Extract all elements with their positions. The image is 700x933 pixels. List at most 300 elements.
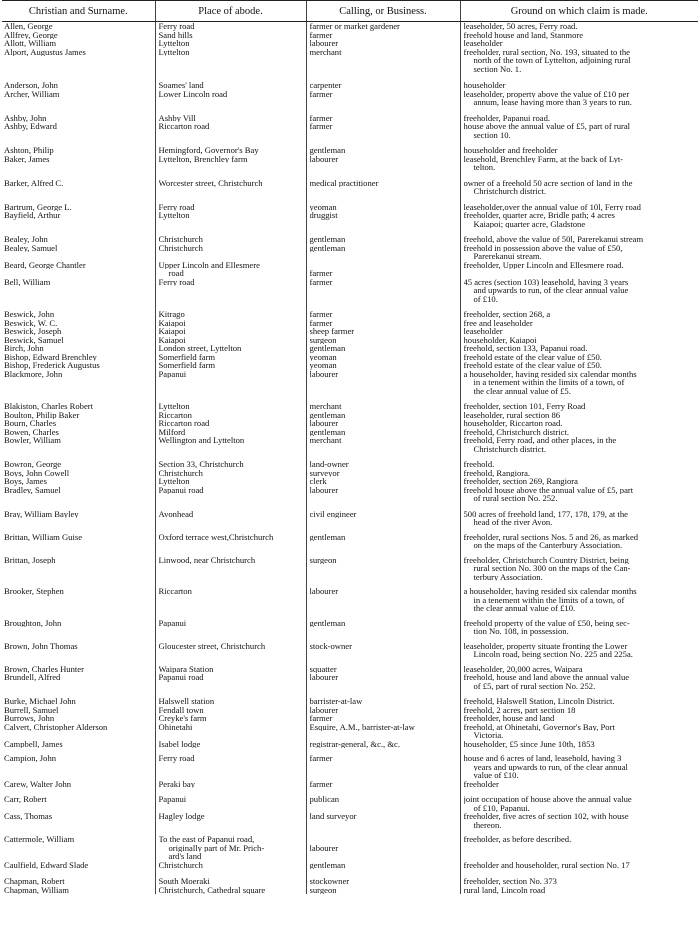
entry-abode-line: Fendall town	[158, 705, 204, 714]
cell-abode	[155, 503, 306, 527]
table-row	[2, 344, 698, 353]
table-row	[2, 22, 698, 31]
entry-abode-line: Papanui road	[158, 673, 204, 682]
entry-ground-line: of £10, Papanui.	[473, 803, 530, 812]
entry-ground-line: freehold.	[463, 460, 495, 469]
entry-name: Brown, Charles Hunter	[4, 664, 84, 673]
entry-abode-line: Papanui	[158, 369, 187, 378]
cell-name	[2, 723, 155, 740]
cell-ground	[460, 39, 698, 48]
entry-calling: labourer	[309, 587, 339, 596]
table-row	[2, 107, 698, 123]
table-row	[2, 319, 698, 328]
entry-calling: squatter	[309, 664, 337, 673]
cell-name	[2, 780, 155, 789]
cell-name	[2, 581, 155, 613]
table-row	[2, 196, 698, 212]
entry-calling: labourer	[309, 369, 339, 378]
table-row	[2, 550, 698, 582]
entry-ground-line: terbury Association.	[473, 572, 543, 581]
table-row	[2, 469, 698, 478]
cell-calling	[306, 261, 460, 278]
entry-calling: medical practitioner	[309, 178, 379, 187]
cell-abode	[155, 319, 306, 328]
entry-calling: Esquire, A.M., barrister-at-law	[309, 722, 415, 731]
cell-name	[2, 869, 155, 886]
cell-name	[2, 31, 155, 40]
entry-abode-line: Milford	[158, 427, 186, 436]
cell-name	[2, 211, 155, 228]
entry-abode-line: Soames' land	[158, 81, 204, 90]
cell-abode	[155, 196, 306, 212]
entry-ground-line: tion No. 108, in possession.	[473, 627, 569, 636]
cell-calling	[306, 477, 460, 486]
entry-ground-line: freeholder, Papanui road.	[463, 113, 551, 122]
cell-calling	[306, 211, 460, 228]
entry-ground-line: Lincoln road, being section No. 225 and 225a.	[473, 650, 633, 659]
entry-calling: clerk	[309, 477, 327, 486]
cell-calling	[306, 428, 460, 437]
entry-name: Birch, John	[4, 344, 44, 353]
cell-calling	[306, 812, 460, 829]
cell-ground	[460, 411, 698, 420]
cell-name	[2, 469, 155, 478]
cell-name	[2, 503, 155, 527]
entry-ground-line: freehold estate of the clear value of £50.	[463, 352, 602, 361]
cell-calling	[306, 319, 460, 328]
entry-name: Bradley, Samuel	[4, 485, 61, 494]
cell-calling	[306, 613, 460, 636]
cell-name	[2, 278, 155, 304]
entry-abode-line: Christchurch, Cathedral square	[158, 885, 266, 894]
header-name: Christian and Surname.	[2, 1, 155, 22]
entry-name: Baker, James	[4, 154, 50, 163]
entry-abode-line: Kaiapoi	[158, 318, 186, 327]
entry-ground-line: leasehold, Brenchley Farm, at the back of Lyt-	[463, 154, 624, 163]
entry-calling: surveyor	[309, 468, 340, 477]
cell-abode	[155, 172, 306, 196]
entry-ground-line: rural land, Lincoln road	[463, 885, 546, 894]
cell-name	[2, 73, 155, 90]
entry-calling: labourer	[309, 673, 339, 682]
table-row	[2, 748, 698, 780]
table-row	[2, 788, 698, 812]
cell-abode	[155, 211, 306, 228]
cell-name	[2, 303, 155, 319]
entry-ground-line: leaseholder, property situate fronting the Lower	[463, 641, 628, 650]
entry-ground-line: freehold house above the annual value of £5, part	[463, 485, 634, 494]
entry-abode-line: Lyttelton	[158, 39, 190, 48]
entry-ground-line: on the maps of the Canterbury Association.	[473, 541, 623, 550]
entry-abode-line: Oxford terrace west,Christchurch	[158, 532, 274, 541]
cell-abode	[155, 673, 306, 690]
entry-abode-line: Waipara Station	[158, 664, 214, 673]
cell-ground	[460, 550, 698, 582]
entry-name: Boys, John Cowell	[4, 468, 70, 477]
cell-calling	[306, 344, 460, 353]
entry-name: Archer, William	[4, 89, 60, 98]
cell-calling	[306, 73, 460, 90]
entry-calling: gentleman	[309, 860, 346, 869]
cell-name	[2, 486, 155, 503]
cell-name	[2, 261, 155, 278]
cell-ground	[460, 780, 698, 789]
entry-name: Carr, Robert	[4, 795, 47, 804]
entry-ground-line: house above the annual value of £5, part of rural	[463, 122, 631, 131]
table-row	[2, 740, 698, 749]
table-row	[2, 581, 698, 613]
entry-abode-line: Lower Lincoln road	[158, 89, 228, 98]
table-row	[2, 411, 698, 420]
entry-name: Bayfield, Arthur	[4, 211, 61, 220]
entry-name: Campbell, James	[4, 739, 63, 748]
entry-ground-line: leaseholder	[463, 39, 503, 48]
entry-calling: merchant	[309, 402, 342, 411]
cell-abode	[155, 469, 306, 478]
cell-name	[2, 673, 155, 690]
cell-abode	[155, 370, 306, 396]
entry-name: Anderson, John	[4, 81, 58, 90]
entry-calling: stock-owner	[309, 641, 352, 650]
table-row	[2, 812, 698, 829]
entry-calling: farmer	[309, 122, 333, 131]
entry-abode-line: Avonhead	[158, 509, 194, 518]
cell-calling	[306, 419, 460, 428]
cell-abode	[155, 659, 306, 674]
entry-abode-line: Creyke's farm	[158, 714, 207, 723]
table-row	[2, 261, 698, 278]
cell-abode	[155, 22, 306, 31]
cell-name	[2, 122, 155, 139]
entry-abode-line: Riccarton road	[158, 122, 210, 131]
table-row	[2, 172, 698, 196]
cell-abode	[155, 419, 306, 428]
entry-name: Caulfield, Edward Slade	[4, 860, 89, 869]
cell-abode	[155, 107, 306, 123]
entry-ground-line: freehold, 2 acres, part section 18	[463, 705, 576, 714]
cell-ground	[460, 469, 698, 478]
cell-ground	[460, 22, 698, 31]
cell-ground	[460, 73, 698, 90]
entry-ground-line: head of the river Avon.	[473, 518, 553, 527]
table-row	[2, 486, 698, 503]
cell-abode	[155, 550, 306, 582]
entry-ground-line: freeholder, house and land	[463, 714, 555, 723]
cell-calling	[306, 31, 460, 40]
table-row	[2, 503, 698, 527]
entry-calling: surgeon	[309, 555, 337, 564]
entry-ground-line: years and upwards to run, of the clear annual	[473, 762, 628, 771]
table-row	[2, 303, 698, 319]
entry-ground-line: 45 acres (section 103) leasehold, having 3 years	[463, 277, 629, 286]
entry-name: Calvert, Christopher Alderson	[4, 722, 108, 731]
cell-calling	[306, 723, 460, 740]
cell-abode	[155, 353, 306, 362]
entry-ground-line: the clear annual value of £5.	[473, 386, 571, 395]
entry-ground-line: freeholder, section 268, a	[463, 310, 551, 319]
table-row	[2, 211, 698, 228]
cell-ground	[460, 278, 698, 304]
table-row	[2, 453, 698, 469]
cell-ground	[460, 395, 698, 411]
cell-abode	[155, 486, 306, 503]
entry-name: Bartrum, George L.	[4, 202, 72, 211]
entry-ground-line: freehold in possession above the value of £50,	[463, 243, 623, 252]
entry-abode-line: Riccarton road	[158, 419, 210, 428]
entry-calling: farmer	[309, 113, 333, 122]
entry-name: Broughton, John	[4, 618, 62, 627]
entry-name: Allfrey, George	[4, 30, 58, 39]
entry-ground-line: of £5, part of rural section No. 252.	[473, 681, 596, 690]
table-row	[2, 706, 698, 715]
entry-abode-line: Hagley lodge	[158, 812, 205, 821]
entry-ground-line: freeholder, Christchurch Country District, being	[463, 555, 629, 564]
entry-name: Burke, Michael John	[4, 697, 76, 706]
cell-name	[2, 690, 155, 706]
cell-ground	[460, 636, 698, 659]
cell-name	[2, 228, 155, 244]
table-row	[2, 659, 698, 674]
table-row	[2, 428, 698, 437]
cell-calling	[306, 673, 460, 690]
cell-name	[2, 244, 155, 261]
entry-ground-line: the clear annual value of £10.	[473, 604, 576, 613]
entry-ground-line: Victoria.	[473, 731, 504, 740]
table-row	[2, 90, 698, 107]
entry-ground-line: a householder, having resided six calendar months	[463, 587, 637, 596]
entry-ground-line: and upwards to run, of the clear annual value	[473, 286, 629, 295]
entry-calling: merchant	[309, 47, 342, 56]
entry-calling: farmer	[309, 89, 333, 98]
cell-abode	[155, 303, 306, 319]
cell-ground	[460, 419, 698, 428]
entry-calling: labourer	[309, 39, 339, 48]
entry-calling: merchant	[309, 436, 342, 445]
cell-abode	[155, 90, 306, 107]
table-row	[2, 370, 698, 396]
entry-name: Allott, William	[4, 39, 57, 48]
entry-abode-line: To the east of Papanui road,	[158, 835, 255, 844]
entry-ground-line: freehold, above the value of 50l, Parerekanui stream	[463, 235, 644, 244]
entry-ground-line: Christchurch district.	[473, 187, 547, 196]
cell-name	[2, 477, 155, 486]
entry-ground-line: freehold, section 133, Papanui road.	[463, 344, 588, 353]
cell-calling	[306, 155, 460, 172]
cell-calling	[306, 370, 460, 396]
cell-ground	[460, 706, 698, 715]
cell-calling	[306, 122, 460, 139]
entry-calling: carpenter	[309, 81, 342, 90]
table-row	[2, 155, 698, 172]
entry-abode-line: Ashby Vill	[158, 113, 196, 122]
table-row	[2, 613, 698, 636]
cell-abode	[155, 278, 306, 304]
table-row	[2, 228, 698, 244]
entry-abode-line: Kitrago	[158, 310, 185, 319]
cell-ground	[460, 477, 698, 486]
entry-name: Boulton, Philip Baker	[4, 410, 80, 419]
table-row	[2, 673, 698, 690]
cell-ground	[460, 861, 698, 870]
table-row	[2, 353, 698, 362]
cell-abode	[155, 336, 306, 345]
cell-name	[2, 788, 155, 812]
cell-calling	[306, 196, 460, 212]
entry-abode-line: Hemingford, Governor's Bay	[158, 146, 259, 155]
cell-name	[2, 370, 155, 396]
table-row	[2, 869, 698, 886]
cell-ground	[460, 107, 698, 123]
cell-name	[2, 659, 155, 674]
entry-calling: labourer	[309, 705, 339, 714]
entry-abode-line: Ferry road	[158, 22, 195, 31]
cell-name	[2, 861, 155, 870]
entry-name: Bowler, William	[4, 436, 61, 445]
entry-name: Brittan, William Guise	[4, 532, 83, 541]
cell-name	[2, 344, 155, 353]
entry-calling: sheep farmer	[309, 327, 355, 336]
entry-ground-line: freeholder, five acres of section 102, with house	[463, 812, 629, 821]
cell-ground	[460, 327, 698, 336]
table-row	[2, 690, 698, 706]
cell-calling	[306, 172, 460, 196]
entry-ground-line: freeholder	[463, 779, 499, 788]
cell-name	[2, 48, 155, 74]
table-row	[2, 636, 698, 659]
entry-ground-line: north of the town of Lyttelton, adjoining rural	[473, 56, 631, 65]
entry-abode-line: Halswell station	[158, 697, 215, 706]
cell-calling	[306, 303, 460, 319]
entry-ground-line: householder, £5 since June 10th, 1853	[463, 739, 595, 748]
cell-ground	[460, 244, 698, 261]
cell-abode	[155, 748, 306, 780]
cell-ground	[460, 659, 698, 674]
entry-name: Brundell, Alfred	[4, 673, 61, 682]
entry-name: Beard, George Chantler	[4, 260, 86, 269]
cell-ground	[460, 370, 698, 396]
cell-name	[2, 353, 155, 362]
cell-abode	[155, 886, 306, 895]
entry-calling: land-owner	[309, 460, 349, 469]
cell-name	[2, 706, 155, 715]
cell-calling	[306, 327, 460, 336]
cell-name	[2, 336, 155, 345]
entry-calling: yeoman	[309, 361, 337, 370]
cell-abode	[155, 31, 306, 40]
entry-ground-line: leaseholder, 50 acres, Ferry road.	[463, 22, 578, 31]
entry-ground-line: leaseholder, 20,000 acres, Waipara	[463, 664, 583, 673]
cell-abode	[155, 636, 306, 659]
entry-calling: labourer	[309, 419, 339, 428]
entry-name: Bishop, Edward Brenchley	[4, 352, 97, 361]
entry-calling: farmer	[309, 754, 333, 763]
entry-name: Carew, Walter John	[4, 779, 72, 788]
cell-name	[2, 319, 155, 328]
cell-abode	[155, 244, 306, 261]
cell-ground	[460, 453, 698, 469]
entry-name: Brittan, Joseph	[4, 555, 56, 564]
entry-ground-line: freeholder, as before described.	[463, 835, 572, 844]
entry-ground-line: freehold, Christchurch district.	[463, 427, 569, 436]
cell-calling	[306, 690, 460, 706]
cell-abode	[155, 436, 306, 453]
entry-calling: gentleman	[309, 427, 346, 436]
cell-calling	[306, 361, 460, 370]
entry-abode-line: Somerfield farm	[158, 352, 216, 361]
cell-abode	[155, 714, 306, 723]
cell-ground	[460, 690, 698, 706]
entry-ground-line: Parerekanui stream.	[473, 252, 542, 261]
entry-ground-line: freehold, house and land above the annual value	[463, 673, 630, 682]
cell-name	[2, 172, 155, 196]
entry-calling: farmer	[309, 30, 333, 39]
cell-calling	[306, 139, 460, 155]
cell-calling	[306, 22, 460, 31]
cell-abode	[155, 139, 306, 155]
entry-calling: gentleman	[309, 410, 346, 419]
cell-ground	[460, 139, 698, 155]
entry-abode-line: Lyttelton	[158, 47, 190, 56]
entry-calling: farmer	[309, 714, 333, 723]
table-header	[2, 1, 698, 22]
entry-name: Ashton, Philip	[4, 146, 54, 155]
entry-calling: farmer or market gardener	[309, 22, 400, 31]
cell-name	[2, 155, 155, 172]
entry-ground-line: thereon.	[473, 820, 502, 829]
cell-ground	[460, 428, 698, 437]
cell-name	[2, 436, 155, 453]
entry-name: Bowen, Charles	[4, 427, 59, 436]
table-row	[2, 122, 698, 139]
cell-abode	[155, 690, 306, 706]
cell-name	[2, 196, 155, 212]
cell-calling	[306, 436, 460, 453]
entry-ground-line: leaseholder, property above the value of £10 per	[463, 89, 630, 98]
header-calling: Calling, or Business.	[306, 1, 460, 22]
table-row	[2, 39, 698, 48]
entry-ground-line: value of £10.	[473, 771, 519, 780]
cell-name	[2, 886, 155, 895]
cell-abode	[155, 395, 306, 411]
table-row	[2, 395, 698, 411]
entry-abode-line: Wellington and Lyttelton	[158, 436, 245, 445]
entry-calling: yeoman	[309, 202, 337, 211]
cell-calling	[306, 469, 460, 478]
cell-abode	[155, 527, 306, 550]
entry-name: Bealey, Samuel	[4, 243, 58, 252]
cell-name	[2, 453, 155, 469]
entry-name: Bealey, John	[4, 235, 48, 244]
cell-ground	[460, 353, 698, 362]
cell-ground	[460, 319, 698, 328]
entry-abode-line: Section 33, Christchurch	[158, 460, 244, 469]
cell-calling	[306, 107, 460, 123]
cell-ground	[460, 748, 698, 780]
entry-ground-line: freeholder, Upper Lincoln and Ellesmere road.	[463, 260, 624, 269]
cell-calling	[306, 829, 460, 861]
cell-ground	[460, 172, 698, 196]
cell-name	[2, 527, 155, 550]
cell-abode	[155, 581, 306, 613]
entry-calling: farmer	[309, 779, 333, 788]
entry-ground-line: of £10.	[473, 294, 498, 303]
entry-calling: surgeon	[309, 335, 337, 344]
entry-ground-line: householder, Riccarton road.	[463, 419, 563, 428]
entry-name: Brown, John Thomas	[4, 641, 78, 650]
cell-calling	[306, 353, 460, 362]
cell-abode	[155, 780, 306, 789]
cell-ground	[460, 436, 698, 453]
